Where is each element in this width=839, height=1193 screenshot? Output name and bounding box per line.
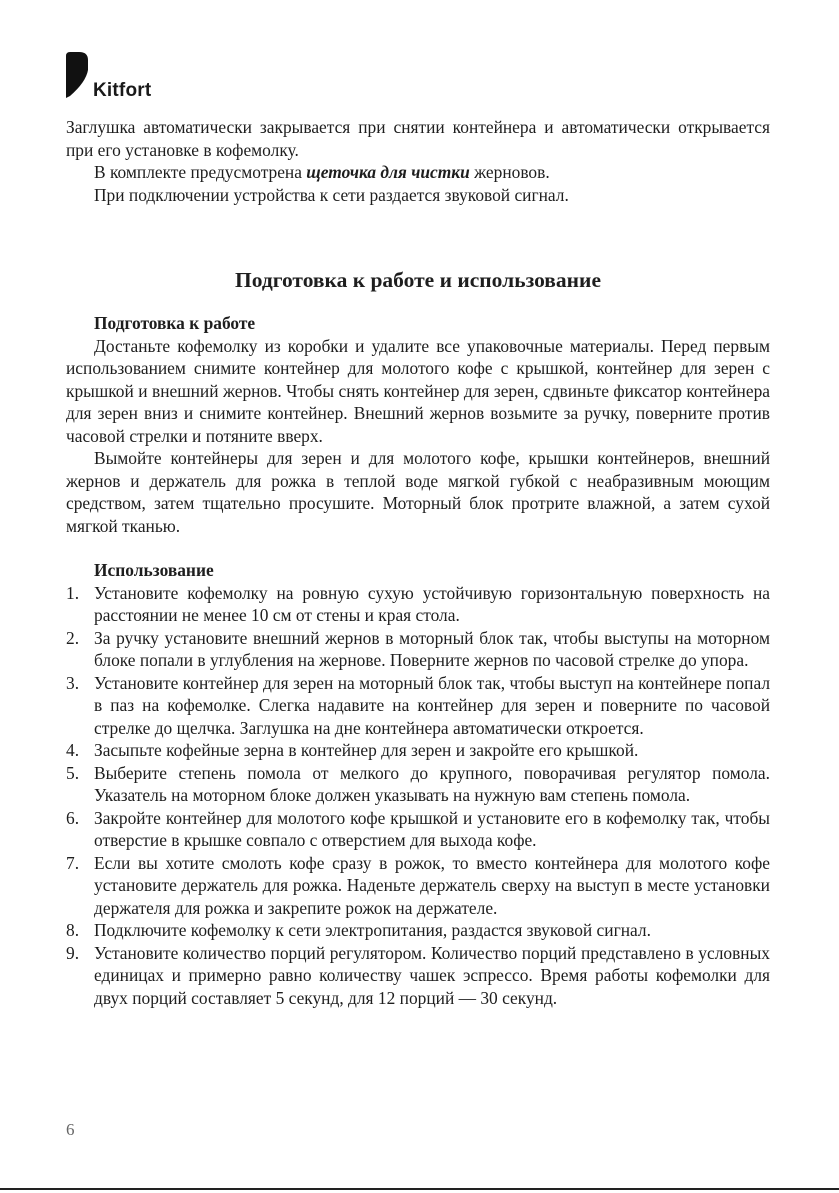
kitfort-logo-icon <box>66 52 92 98</box>
page-number: 6 <box>66 1120 75 1139</box>
prep-paragraph-2: Вымойте контейнеры для зерен и для молотого кофе, крышки контейнеров, внешний жернов и держатель для рожка в теплой воде мягкой губкой с неабразивным моющим средством, затем тщательно просушите. Моторный блок протрите влажной, а затем сухой мягкой тканью. <box>66 448 770 536</box>
list-item-text: За ручку установите внешний жернов в моторный блок так, чтобы выступы на моторном блоке попали в углубления на жернове. Поверните жернов по часовой стрелке до упора. <box>94 627 770 670</box>
intro-p2-emphasis: щеточка для чистки <box>306 162 470 182</box>
section-title: Подготовка к работе и использование <box>235 268 601 292</box>
list-item-text: Засыпьте кофейные зерна в контейнер для зерен и закройте его крышкой. <box>94 740 639 760</box>
list-item <box>66 739 770 762</box>
list-item-number: 8. <box>66 920 80 940</box>
list-item-number: 1. <box>66 582 80 603</box>
list-item <box>66 852 770 920</box>
list-item <box>66 627 770 672</box>
list-item-number: 4. <box>66 740 80 760</box>
list-item-number: 3. <box>66 672 80 693</box>
list-item <box>66 672 770 740</box>
list-item-text: Установите кофемолку на ровную сухую устойчивую горизонтальную поверхность на расстоянии не менее 10 см от стены и края стола. <box>94 582 770 625</box>
list-item <box>66 807 770 852</box>
intro-paragraph-2 <box>66 161 770 184</box>
list-item-text: Подключите кофемолку к сети электропитания, раздастся звуковой сигнал. <box>94 920 651 940</box>
page-content <box>66 116 770 1009</box>
list-item-text: Если вы хотите смолоть кофе сразу в рожок, то вместо контейнера для молотого кофе установите держатель для рожка. Наденьте держатель сверху на выступ в месте установки держателя для рожка и закрепите рожок на держателе. <box>94 852 770 918</box>
list-item-number: 7. <box>66 852 80 873</box>
list-item-text: Установите контейнер для зерен на моторный блок так, чтобы выступ на контейнере попал в паз на кофемолке. Слегка надавите на контейнер для зерен и поверните по часовой стрелке до щелчка. Заглушка на дне контейнера автоматически откроется. <box>94 672 770 738</box>
prep-paragraph-1: Достаньте кофемолку из коробки и удалите все упаковочные материалы. Перед первым использованием снимите контейнер для молотого кофе с крышкой, контейнер для зерен с крышкой и внешний жернов. Чтобы снять контейнер для зерен, сдвиньте фиксатор контейнера для зерен вниз и снимите контейнер. Внешний жернов возьмите за ручку, поверните против часовой стрелки и потяните вверх. <box>66 335 770 446</box>
intro-paragraph-3: При подключении устройства к сети раздается звуковой сигнал. <box>94 184 569 205</box>
usage-list <box>66 582 770 1010</box>
bottom-divider <box>0 1188 839 1190</box>
intro-paragraph-1: Заглушка автоматически закрывается при снятии контейнера и автоматически открывается при его установке в кофемолку. <box>66 117 770 160</box>
list-item-text: Выберите степень помола от мелкого до крупного, поворачивая регулятор помола. Указатель на моторном блоке должен указывать на нужную вам степень помола. <box>94 762 770 805</box>
intro-p2-after: жерновов. <box>469 162 550 182</box>
list-item <box>66 582 770 627</box>
list-item-number: 5. <box>66 762 80 783</box>
usage-heading: Использование <box>94 560 214 580</box>
list-item <box>66 762 770 807</box>
list-item-number: 6. <box>66 807 80 828</box>
list-item <box>66 942 770 1010</box>
list-item-number: 9. <box>66 942 80 963</box>
list-item-text: Установите количество порций регулятором. Количество порций представлено в условных единицах и примерно равно количеству чашек эспрессо. Время работы кофемолки для двух порций составляет 5 секунд, для 12 порций — 30 секунд. <box>94 942 770 1008</box>
intro-p2-before: В комплекте предусмотрена <box>94 162 307 182</box>
list-item-text: Закройте контейнер для молотого кофе крышкой и установите его в кофемолку так, чтобы отверстие в крышке совпало с отверстием для выхода кофе. <box>94 807 770 850</box>
list-item-number: 2. <box>66 627 80 648</box>
brand-name: Kitfort <box>93 80 152 101</box>
prep-heading: Подготовка к работе <box>94 313 256 333</box>
list-item <box>66 919 770 942</box>
